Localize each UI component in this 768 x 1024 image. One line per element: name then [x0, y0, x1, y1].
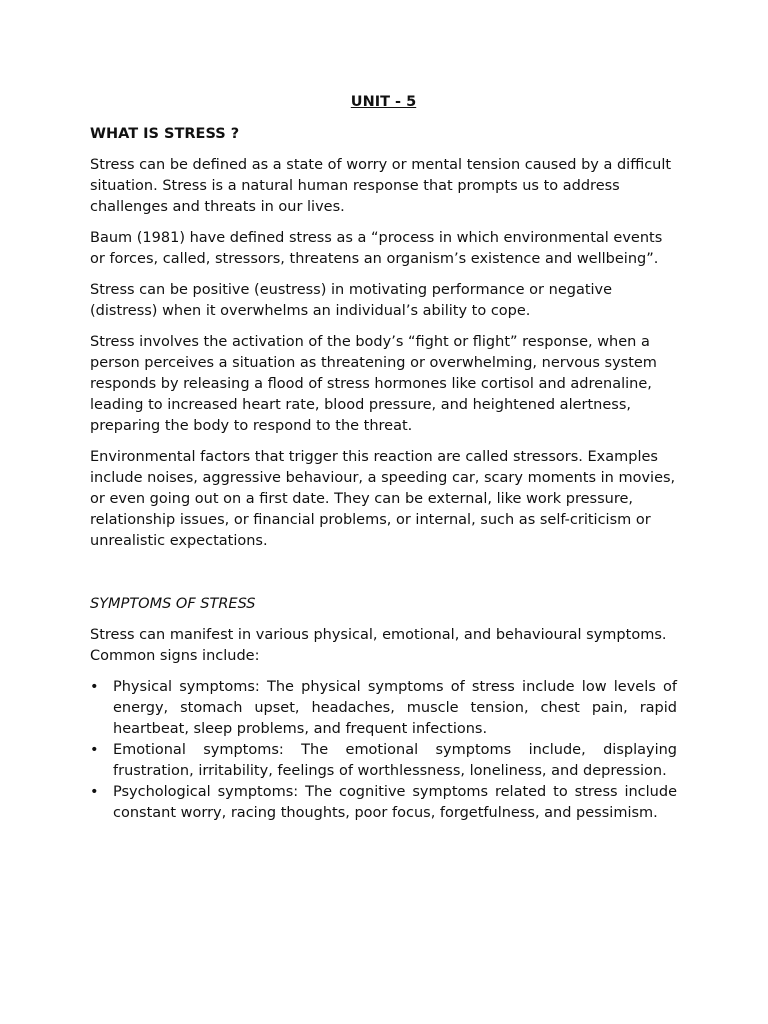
bullet-icon: •	[90, 679, 99, 695]
paragraph-fight-or-flight: Stress involves the activation of the body’s “fight or flight” response, when a person perceives a situation as threatening or overwhelming, nervous system responds by releasing a flood of stress hormones like cortisol and adrenaline, leading to increased heart rate, blood pressure, and heightened alertness, preparing the body to respond to the threat.	[90, 334, 657, 434]
list-item-text: Emotional symptoms: The emotional symptoms include, displaying frustration, irritability, feelings of worthlessness, loneliness, and depression.	[113, 742, 677, 779]
paragraph-baum-definition: Baum (1981) have defined stress as a “process in which environmental events or forces, called, stressors, threatens an organism’s existence and wellbeing”.	[90, 230, 663, 267]
document-page	[90, 92, 677, 824]
list-item-emotional	[90, 740, 677, 782]
section-heading-what-is-stress: WHAT IS STRESS ?	[90, 126, 240, 142]
list-item-physical	[90, 677, 677, 740]
bullet-icon: •	[90, 742, 99, 758]
section-heading-symptoms: SYMPTOMS OF STRESS	[90, 596, 256, 612]
bullet-icon: •	[90, 784, 99, 800]
list-item-text: Physical symptoms: The physical symptoms of stress include low levels of energy, stomach upset, headaches, muscle tension, chest pain, rapid heartbeat, sleep problems, and frequent infections.	[113, 679, 677, 737]
list-item-psychological	[90, 782, 677, 824]
unit-title: UNIT - 5	[350, 94, 417, 110]
paragraph-eustress-distress: Stress can be positive (eustress) in motivating performance or negative (distress) when it overwhelms an individual’s ability to cope.	[90, 282, 613, 319]
paragraph-definition: Stress can be defined as a state of worry or mental tension caused by a difficult situation. Stress is a natural human response that prompts us to address challenges and threats in our lives.	[90, 157, 672, 215]
symptoms-list	[90, 677, 677, 824]
paragraph-stressors: Environmental factors that trigger this reaction are called stressors. Examples include noises, aggressive behaviour, a speeding car, scary moments in movies, or even going out on a first date. They can be external, like work pressure, relationship issues, or financial problems, or internal, such as self-criticism or unrealistic expectations.	[90, 449, 676, 549]
list-item-text: Psychological symptoms: The cognitive symptoms related to stress include constant worry, racing thoughts, poor focus, forgetfulness, and pessimism.	[113, 784, 677, 821]
paragraph-symptoms-intro: Stress can manifest in various physical, emotional, and behavioural symptoms. Common signs include:	[90, 627, 667, 664]
